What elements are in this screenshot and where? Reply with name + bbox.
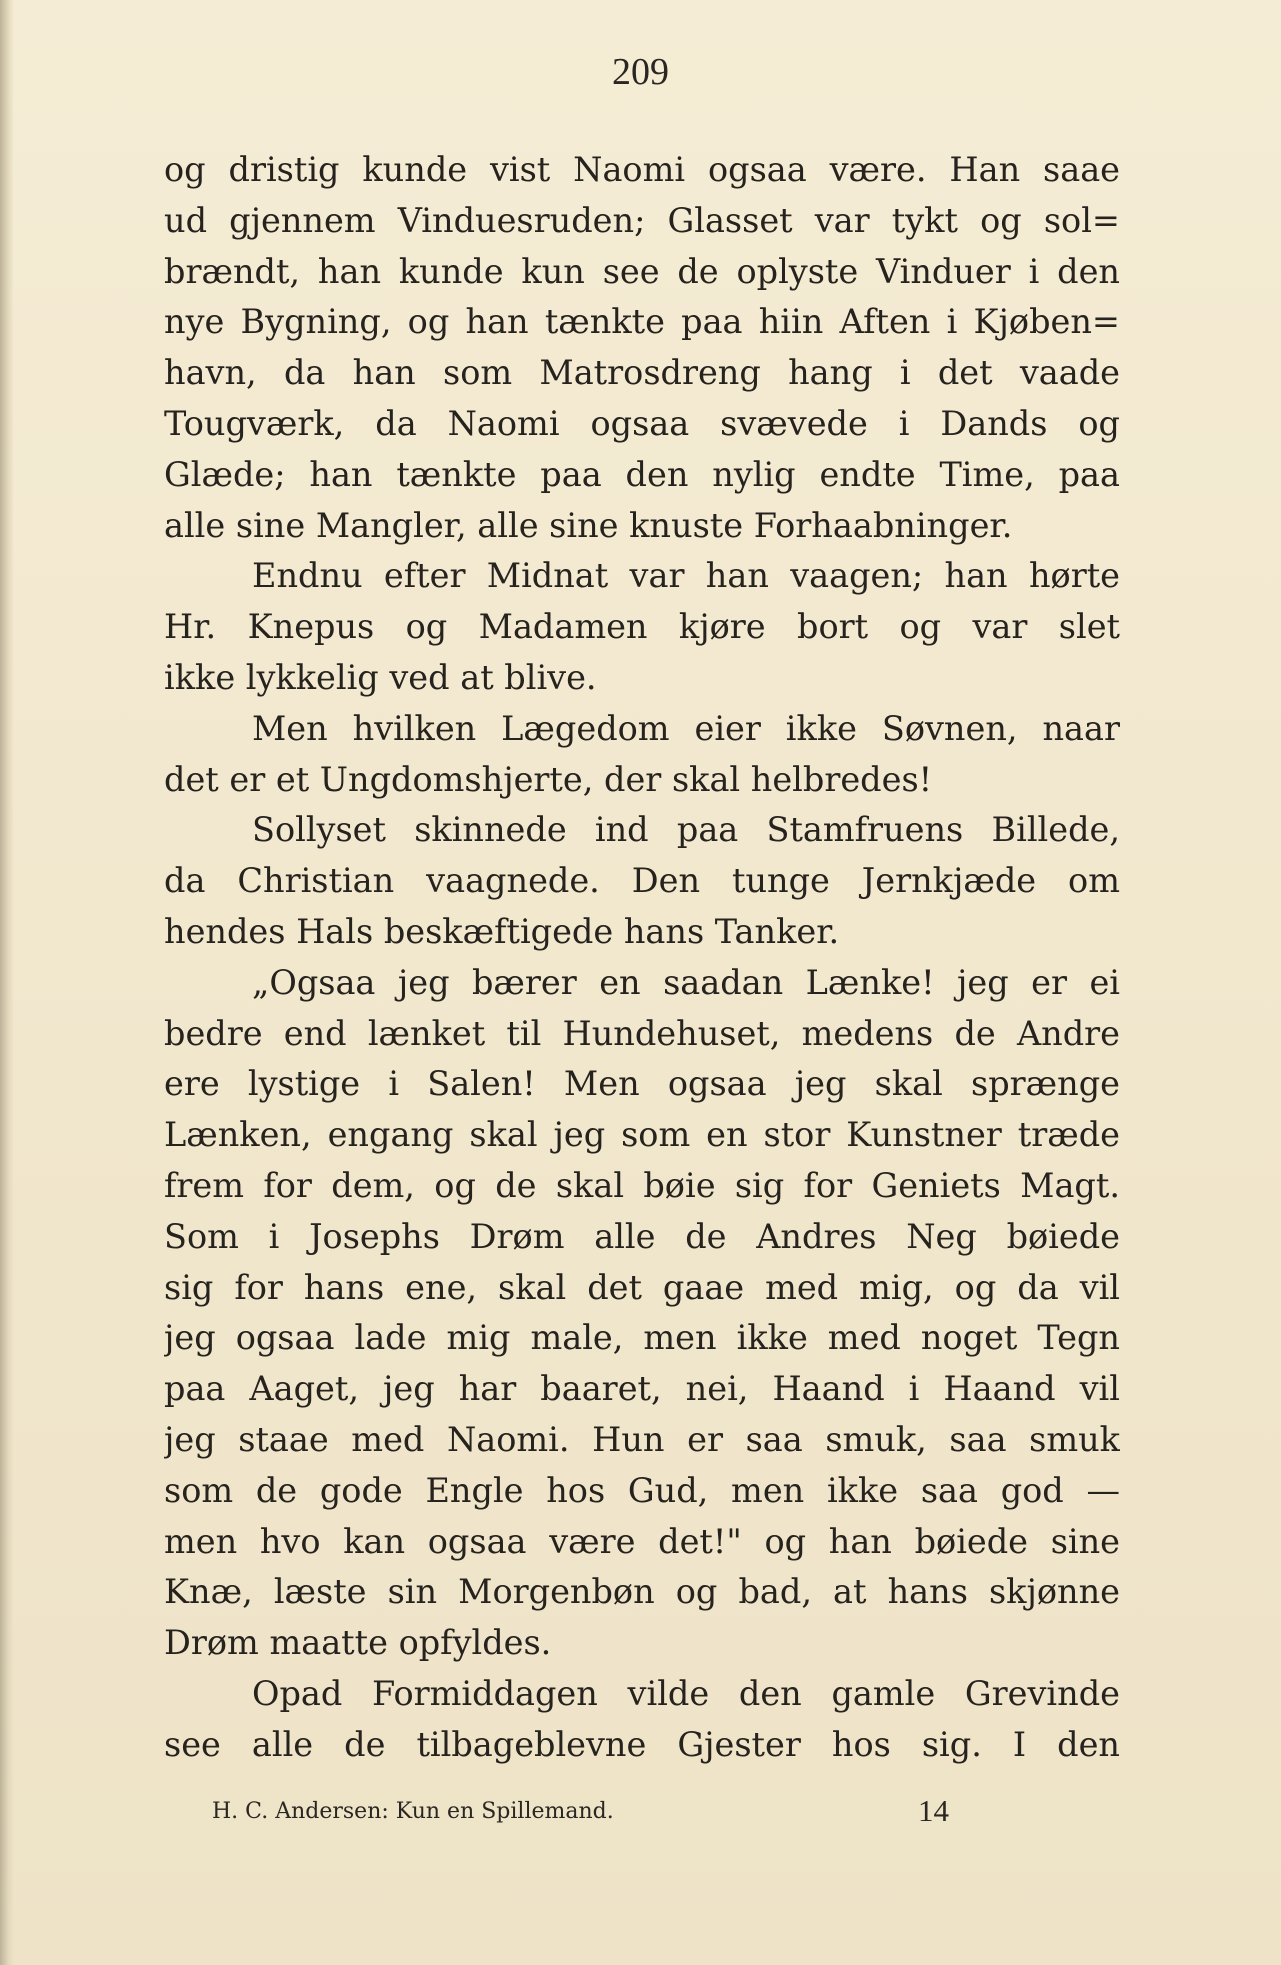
text-line: Glæde; han tænkte paa den nylig endte Time, paa — [164, 454, 1120, 494]
text-line: see alle de tilbageblevne Gjester hos sig. I den — [164, 1724, 1120, 1764]
text-line: Tougværk, da Naomi ogsaa svævede i Dands og — [164, 403, 1120, 443]
text-line: Som i Josephs Drøm alle de Andres Neg bøiede — [164, 1216, 1120, 1256]
text-line: „Ogsaa jeg bærer en saadan Lænke! jeg er ei — [252, 962, 1120, 1002]
text-line: ikke lykkelig ved at blive. — [164, 657, 597, 697]
text-line: da Christian vaagnede. Den tunge Jernkjæde om — [164, 861, 1120, 901]
text-line: bedre end lænket til Hundehuset, medens de Andre — [164, 1013, 1120, 1053]
sheet-number: 14 — [918, 1793, 949, 1828]
text-line: Sollyset skinnede ind paa Stamfruens Billede, — [252, 810, 1120, 850]
text-line: frem for dem, og de skal bøie sig for Geniets Magt. — [164, 1165, 1120, 1205]
text-line: Lænken, engang skal jeg som en stor Kunstner træde — [164, 1115, 1120, 1155]
text-line: jeg staae med Naomi. Hun er saa smuk, saa smuk — [164, 1419, 1120, 1459]
page-edge-shadow — [0, 0, 14, 1965]
text-line: og dristig kunde vist Naomi ogsaa være. Han saae — [164, 150, 1120, 189]
text-line: Hr. Knepus og Madamen kjøre bort og var slet — [164, 607, 1120, 647]
text-line: Men hvilken Lægedom eier ikke Søvnen, naar — [252, 708, 1120, 748]
text-line: sig for hans ene, skal det gaae med mig, og da vil — [164, 1267, 1120, 1307]
text-line: nye Bygning, og han tænkte paa hiin Aften i Kjøben= — [164, 302, 1120, 342]
text-line: alle sine Mangler, alle sine knuste Forhaabninger. — [164, 505, 1013, 545]
text-line: brændt, han kunde kun see de oplyste Vinduer i den — [164, 251, 1120, 291]
text-line: Drøm maatte opfyldes. — [164, 1623, 552, 1663]
text-line: men hvo kan ogsaa være det!" og han bøiede sine — [164, 1521, 1120, 1561]
text-line: ere lystige i Salen! Men ogsaa jeg skal sprænge — [164, 1064, 1120, 1104]
body-text — [164, 145, 1120, 1771]
text-line: Endnu efter Midnat var han vaagen; han hørte — [252, 556, 1120, 596]
text-line: Knæ, læste sin Morgenbøn og bad, at hans skjønne — [164, 1572, 1120, 1612]
page-number: 209 — [612, 51, 669, 93]
text-line: det er et Ungdomshjerte, der skal helbredes! — [164, 759, 933, 799]
text-line: havn, da han som Matrosdreng hang i det vaade — [164, 353, 1120, 393]
text-line: hendes Hals beskæftigede hans Tanker. — [164, 911, 840, 951]
page-footer — [0, 1793, 1281, 1833]
text-line: paa Aaget, jeg har baaret, nei, Haand i Haand vil — [164, 1369, 1120, 1409]
text-line: ud gjennem Vinduesruden; Glasset var tykt og sol= — [164, 200, 1120, 240]
text-line: Opad Formiddagen vilde den gamle Grevinde — [252, 1673, 1120, 1713]
text-line: som de gode Engle hos Gud, men ikke saa god — — [164, 1470, 1120, 1510]
footer-signature: H. C. Andersen: Kun en Spillemand. — [212, 1799, 614, 1824]
text-line: jeg ogsaa lade mig male, men ikke med noget Tegn — [164, 1318, 1120, 1358]
